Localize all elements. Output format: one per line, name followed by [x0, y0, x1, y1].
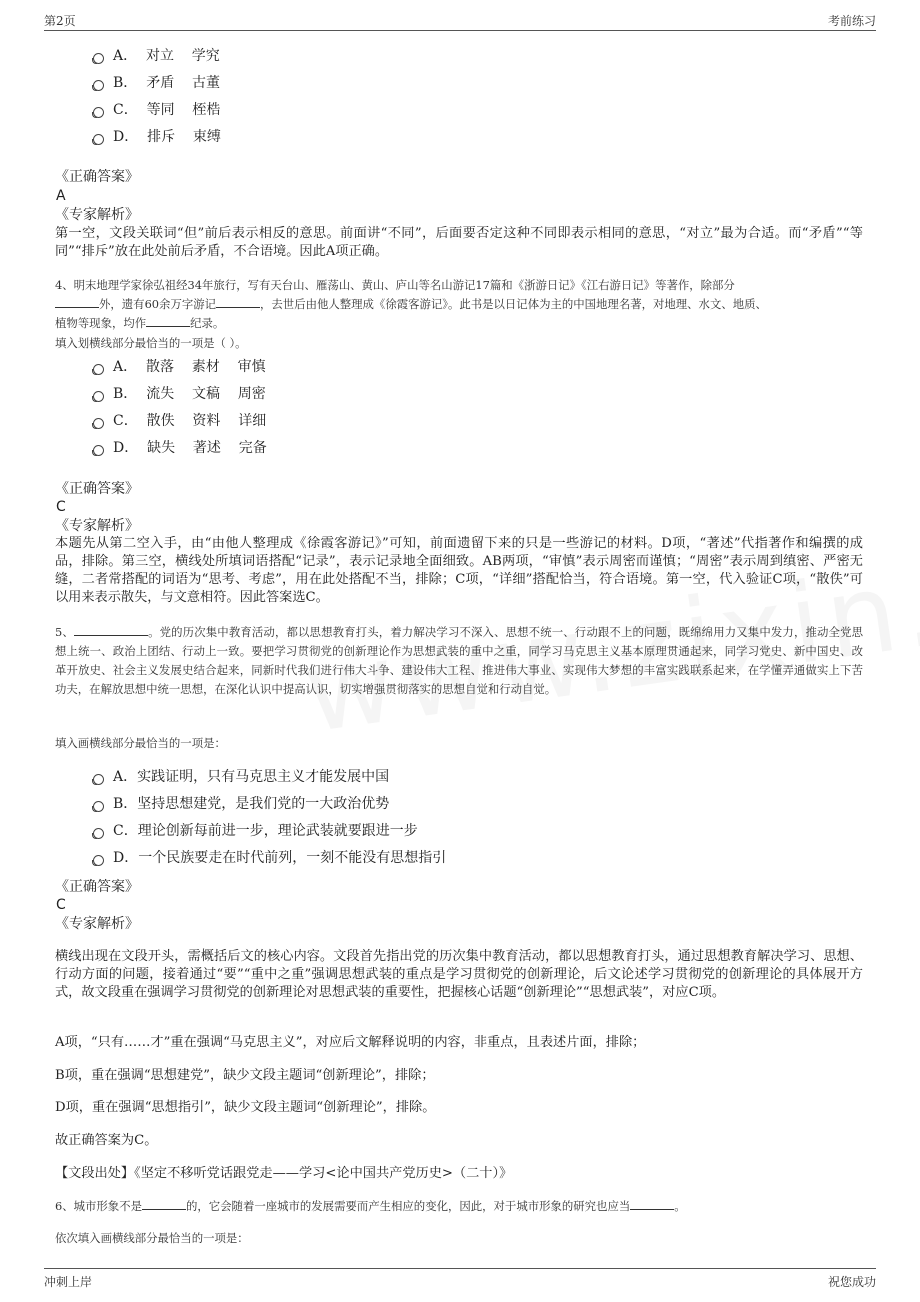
radio-icon[interactable]: [93, 134, 104, 145]
blank: [142, 1197, 186, 1210]
q5-conclusion: 故正确答案为C。: [55, 1133, 158, 1148]
radio-icon[interactable]: [93, 53, 104, 64]
radio-icon[interactable]: [93, 80, 104, 91]
q3-option-b[interactable]: B． 矛盾 古董: [93, 71, 220, 93]
q5-option-d[interactable]: D．一个民族要走在时代前列，一刻不能没有思想指引: [93, 846, 446, 868]
q4-analysis-label: 《专家解析》: [55, 518, 139, 534]
q4-instruction: 填入划横线部分最恰当的一项是（ ）。: [55, 336, 247, 350]
q5-analysis-label: 《专家解析》: [55, 916, 139, 932]
q3-answer-label: 《正确答案》: [55, 169, 139, 185]
blank: [55, 295, 99, 308]
watermark: [296, 481, 920, 758]
q4-option-a[interactable]: A． 散落 素材 审慎: [93, 355, 266, 377]
q3-analysis-label: 《专家解析》: [55, 207, 139, 223]
q5-source: 【文段出处】《坚定不移听党话跟党走——学习<论中国共产党历史>（二十）》: [55, 1166, 513, 1181]
radio-icon[interactable]: [93, 855, 104, 866]
q5-instruction: 填入画横线部分最恰当的一项是：: [55, 736, 226, 750]
footer-right: 祝您成功: [827, 1275, 876, 1289]
q4-option-b[interactable]: B． 流失 文稿 周密: [93, 382, 266, 404]
q4-answer-label: 《正确答案》: [55, 481, 139, 497]
q5-option-c[interactable]: C．理论创新每前进一步，理论武装就要跟进一步: [93, 819, 418, 841]
q5-answer-label: 《正确答案》: [55, 879, 139, 895]
q4-option-d[interactable]: D． 缺失 著述 完备: [93, 436, 267, 458]
radio-icon[interactable]: [93, 107, 104, 118]
q4-analysis: 本题先从第二空入手，由“由他人整理成《徐霞客游记》”可知，前面遗留下来的只是一些游记的材料。D项，“著述”代指著作和编撰的成品，排除。第三空，横线处所填词语搭配“记录”，表示记录地全面细致。AB两项，“审慎”表示周密而谨慎；“周密”表示周到缜密、严密无缝，二者常搭配的词语为“思考、考虑”，用在此处搭配不当，排除；C项，“详细”搭配恰当，符合语境。第一空，代入验证C项，“散佚”可以用来表示散失，与文意相符。因此答案选C。: [55, 536, 863, 605]
q5-point-d: D项，重在强调“思想指引”，缺少文段主题词“创新理论”，排除。: [55, 1100, 436, 1115]
page-header: [44, 10, 876, 31]
radio-icon[interactable]: [93, 828, 104, 839]
q5-stem: 5、 。党的历次集中教育活动，都以思想教育打头，着力解决学习不深入、思想不统一、行动跟不上的问题，既绵绵用力又集中发力，推动全党思想上统一、政治上团结、行动上一致。要把学习贯彻党的创新理论作为思想武装的重中之重，同学习马克思主义基本原理贯通起来，同学习党史、新中国史、改革开放史、社会主义发展史结合起来，同新时代我们进行伟大斗争、建设伟大工程、推进伟大事业、实现伟大梦想的丰富实践联系起来，在学懂弄通做实上下苦功夫，在解放思想中统一思想，在深化认识中提高认识，切实增强贯彻落实的思想自觉和行动自觉。: [55, 625, 863, 696]
page-number: 第2页: [44, 14, 76, 28]
radio-icon[interactable]: [93, 774, 104, 785]
radio-icon[interactable]: [93, 391, 104, 402]
q5-analysis: 横线出现在文段开头，需概括后文的核心内容。文段首先指出党的历次集中教育活动，都以思想教育打头，通过思想教育解决学习、思想、行动方面的问题，接着通过“要”“重中之重”强调思想武装的重点是学习贯彻党的创新理论，后文论述学习贯彻党的创新理论的具体展开方式，故文段重在强调学习贯彻党的创新理论对思想武装的重要性，把握核心话题“创新理论”“思想武装”，对应C项。: [55, 949, 863, 1000]
radio-icon[interactable]: [93, 364, 104, 375]
q4-option-c[interactable]: C． 散佚 资料 详细: [93, 409, 266, 431]
blank: [216, 295, 260, 308]
blank: [146, 314, 190, 327]
q3-analysis: 第一空，文段关联词“但”前后表示相反的意思。前面讲“不同”，后面要否定这种不同即表示相同的意思，“对立”最为合适。而“矛盾”“等同”“排斥”放在此处前后矛盾，不合语境。因此A项正确。: [55, 226, 863, 259]
footer-left: 冲刺上岸: [44, 1275, 93, 1289]
q5-point-a: A项，“只有……才”重在强调“马克思主义”，对应后文解释说明的内容，非重点，且表述片面，排除；: [55, 1035, 646, 1050]
q3-option-c[interactable]: C． 等同 桎梏: [93, 98, 220, 120]
q5-option-b[interactable]: B．坚持思想建党，是我们党的一大政治优势: [93, 792, 389, 814]
radio-icon[interactable]: [93, 445, 104, 456]
header-title: 考前练习: [827, 14, 876, 28]
q5-point-b: B项，重在强调“思想建党”，缺少文段主题词“创新理论”，排除；: [55, 1068, 435, 1083]
radio-icon[interactable]: [93, 801, 104, 812]
q3-option-a[interactable]: A． 对立 学究: [93, 44, 220, 66]
q4-stem: 4、明末地理学家徐弘祖经34年旅行，写有天台山、雁荡山、黄山、庐山等名山游记17篇和《浙游日记》《江右游日记》等著作，除部分 外，遗有60余万字游记 ，去世后由他人整理成《徐霞客游记》。此书是以日记体为主的中国地理名著，对地理、水文、地质、 植物等现象，均作 纪录。: [55, 278, 767, 330]
q6-stem: 6、城市形象不是 的，它会随着一座城市的发展需要而产生相应的变化，因此，对于城市形象的研究也应当 。: [55, 1199, 686, 1213]
radio-icon[interactable]: [93, 418, 104, 429]
blank: [630, 1197, 674, 1210]
q5-option-a[interactable]: A．实践证明，只有马克思主义才能发展中国: [93, 765, 389, 787]
q4-answer: C: [56, 499, 66, 515]
page-footer: [44, 1268, 876, 1292]
q6-instruction: 依次填入画横线部分最恰当的一项是：: [55, 1231, 249, 1245]
blank: [74, 623, 148, 636]
q3-answer: A: [56, 188, 66, 204]
q3-option-d[interactable]: D． 排斥 束缚: [93, 125, 221, 147]
q5-answer: C: [56, 897, 66, 913]
